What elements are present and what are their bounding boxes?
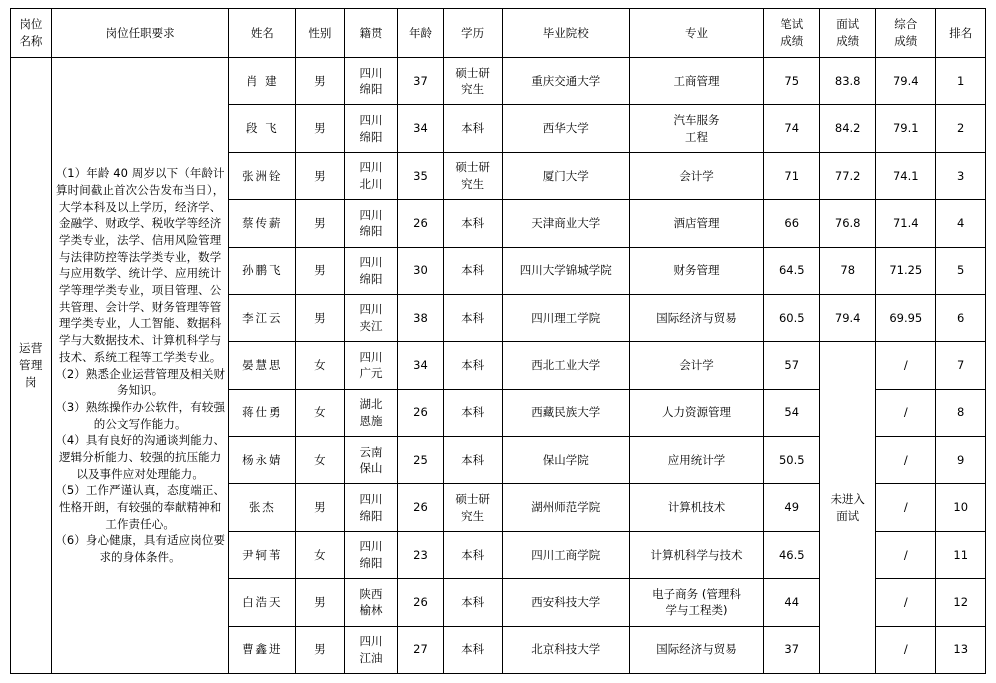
post-name-line: 运营 <box>18 341 43 356</box>
cell-major: 计算机技术 <box>629 484 764 531</box>
cell-origin-line: 四川 <box>359 349 383 364</box>
cell-no-interview-note <box>820 342 876 674</box>
cell-origin-line: 陕西 <box>359 586 383 601</box>
cell-origin <box>344 294 398 341</box>
no-interview-note-line: 未进入 <box>830 491 865 506</box>
post-name-line: 管理 <box>18 358 43 373</box>
requirement-paragraph: （1）年龄 40 周岁以下（年龄计算时间截止首次公告发布当日），大学本科及以上学历，经济学、金融学、财政学、税收学等经济学类专业，法学、信用风险管理与法律防控等法学类专业，数学与应用数学、统计学、应用统计学等理学类专业，项目管理、公共管理、会计学、财务管理等管理学类专业，人工智能、数据科学与大数据技术、计算机科学与技术、系统工程等工学类专业。 <box>55 166 225 364</box>
cell-composite-score: 71.25 <box>876 247 936 294</box>
cell-sex: 男 <box>296 626 344 674</box>
cell-age: 25 <box>398 437 443 484</box>
cell-education <box>443 579 502 626</box>
cell-interview-score: 83.8 <box>820 58 876 105</box>
cell-age: 35 <box>398 152 443 199</box>
cell-written-score: 49 <box>764 484 820 531</box>
cell-origin <box>344 247 398 294</box>
cell-school: 北京科技大学 <box>502 626 629 674</box>
cell-sex: 女 <box>296 531 344 578</box>
cell-candidate-name: 蒋仕勇 <box>229 389 296 436</box>
cell-origin-line: 绵阳 <box>359 555 383 570</box>
cell-origin-line: 广元 <box>359 366 383 381</box>
cell-age: 34 <box>398 342 443 389</box>
cell-education-line: 硕士研 <box>455 160 490 175</box>
cell-school: 四川大学锦城学院 <box>502 247 629 294</box>
cell-origin <box>344 389 398 436</box>
cell-origin-line: 四川 <box>359 112 383 127</box>
cell-school: 西华大学 <box>502 105 629 152</box>
cell-education-line: 本科 <box>461 594 485 609</box>
cell-composite-score: / <box>876 342 936 389</box>
cell-school: 四川工商学院 <box>502 531 629 578</box>
cell-origin-line: 江油 <box>359 650 383 665</box>
cell-education-line: 本科 <box>461 358 485 373</box>
column-header-major: 专业 <box>629 9 764 58</box>
cell-composite-score: 69.95 <box>876 294 936 341</box>
cell-major <box>629 105 764 152</box>
cell-education-line: 本科 <box>461 405 485 420</box>
cell-origin-line: 四川 <box>359 302 383 317</box>
cell-age: 26 <box>398 389 443 436</box>
cell-age: 30 <box>398 247 443 294</box>
cell-education-line: 硕士研 <box>455 491 490 506</box>
cell-origin <box>344 152 398 199</box>
cell-candidate-name: 孙鹏飞 <box>229 247 296 294</box>
cell-rank: 12 <box>936 579 986 626</box>
cell-major: 会计学 <box>629 152 764 199</box>
cell-interview-score: 76.8 <box>820 200 876 247</box>
requirement-paragraph: （6）身心健康，具有适应岗位要求的身体条件。 <box>55 533 226 564</box>
cell-major: 会计学 <box>629 342 764 389</box>
cell-candidate-name: 蔡传薪 <box>229 200 296 247</box>
cell-rank: 1 <box>936 58 986 105</box>
column-header-post-name: 岗位 名称 <box>11 9 52 58</box>
cell-origin <box>344 200 398 247</box>
cell-written-score: 74 <box>764 105 820 152</box>
cell-candidate-name: 尹轲苇 <box>229 531 296 578</box>
column-header-sex: 性别 <box>296 9 344 58</box>
cell-origin <box>344 105 398 152</box>
cell-major: 人力资源管理 <box>629 389 764 436</box>
cell-education <box>443 294 502 341</box>
cell-written-score: 64.5 <box>764 247 820 294</box>
cell-interview-score: 78 <box>820 247 876 294</box>
cell-sex: 女 <box>296 342 344 389</box>
cell-age: 23 <box>398 531 443 578</box>
cell-candidate-name: 曹鑫进 <box>229 626 296 674</box>
cell-education <box>443 200 502 247</box>
requirement-paragraph: （2）熟悉企业运营管理及相关财务知识。 <box>55 366 226 398</box>
cell-education-line: 究生 <box>461 508 485 523</box>
cell-rank: 7 <box>936 342 986 389</box>
cell-age: 27 <box>398 626 443 674</box>
cell-rank: 8 <box>936 389 986 436</box>
column-header-interview-score: 面试 成绩 <box>820 9 876 58</box>
cell-education <box>443 531 502 578</box>
cell-composite-score: / <box>876 389 936 436</box>
cell-school: 厦门大学 <box>502 152 629 199</box>
cell-written-score: 50.5 <box>764 437 820 484</box>
cell-rank: 11 <box>936 531 986 578</box>
cell-written-score: 44 <box>764 579 820 626</box>
cell-origin <box>344 437 398 484</box>
cell-education-line: 本科 <box>461 310 485 325</box>
cell-major: 工商管理 <box>629 58 764 105</box>
table-header <box>11 9 986 58</box>
cell-major: 国际经济与贸易 <box>629 626 764 674</box>
requirement-paragraph: （4）具有良好的沟通谈判能力、逻辑分析能力、较强的抗压能力以及事件应对处理能力。 <box>55 433 226 481</box>
cell-origin-line: 湖北 <box>359 397 383 412</box>
cell-sex: 男 <box>296 58 344 105</box>
cell-education-line: 本科 <box>461 121 485 136</box>
cell-composite-score: / <box>876 437 936 484</box>
cell-age: 38 <box>398 294 443 341</box>
cell-candidate-name: 杨永婧 <box>229 437 296 484</box>
cell-major: 计算机科学与技术 <box>629 531 764 578</box>
column-header-composite-score: 综合 成绩 <box>876 9 936 58</box>
column-header-written-score: 笔试 成绩 <box>764 9 820 58</box>
cell-composite-score: / <box>876 531 936 578</box>
cell-written-score: 75 <box>764 58 820 105</box>
cell-education-line: 本科 <box>461 263 485 278</box>
cell-education-line: 本科 <box>461 642 485 657</box>
cell-origin-line: 四川 <box>359 160 383 175</box>
cell-major-line: 工程 <box>685 129 708 144</box>
cell-candidate-name: 张杰 <box>229 484 296 531</box>
cell-school: 西藏民族大学 <box>502 389 629 436</box>
cell-age: 26 <box>398 200 443 247</box>
cell-candidate-name: 李江云 <box>229 294 296 341</box>
cell-education <box>443 484 502 531</box>
cell-composite-score: 79.1 <box>876 105 936 152</box>
cell-school: 保山学院 <box>502 437 629 484</box>
cell-candidate-name: 白浩天 <box>229 579 296 626</box>
cell-education-line: 究生 <box>461 176 485 191</box>
cell-origin-line: 绵阳 <box>359 271 383 286</box>
cell-rank: 9 <box>936 437 986 484</box>
cell-composite-score: / <box>876 484 936 531</box>
cell-interview-score: 84.2 <box>820 105 876 152</box>
cell-major <box>629 579 764 626</box>
cell-rank: 3 <box>936 152 986 199</box>
cell-school: 湖州师范学院 <box>502 484 629 531</box>
cell-major-line: 学与工程类) <box>665 603 728 618</box>
table-row <box>11 58 986 105</box>
cell-education <box>443 342 502 389</box>
cell-age: 26 <box>398 579 443 626</box>
column-header-requirements: 岗位任职要求 <box>51 9 229 58</box>
column-header-education: 学历 <box>443 9 502 58</box>
cell-origin-line: 四川 <box>359 65 383 80</box>
cell-major-line: 汽车服务 <box>673 112 720 127</box>
column-header-rank: 排名 <box>936 9 986 58</box>
cell-education-line: 硕士研 <box>455 65 490 80</box>
candidates-table <box>10 8 986 674</box>
cell-age: 37 <box>398 58 443 105</box>
cell-origin-line: 四川 <box>359 255 383 270</box>
cell-education-line: 本科 <box>461 452 485 467</box>
cell-origin <box>344 531 398 578</box>
cell-rank: 2 <box>936 105 986 152</box>
column-header-age: 年龄 <box>398 9 443 58</box>
post-name-line: 岗 <box>24 374 37 389</box>
cell-sex: 男 <box>296 152 344 199</box>
cell-age: 26 <box>398 484 443 531</box>
cell-major: 国际经济与贸易 <box>629 294 764 341</box>
cell-written-score: 37 <box>764 626 820 674</box>
cell-education-line: 本科 <box>461 215 485 230</box>
cell-education <box>443 626 502 674</box>
cell-origin-line: 恩施 <box>359 413 383 428</box>
cell-candidate-name: 肖 建 <box>229 58 296 105</box>
cell-written-score: 71 <box>764 152 820 199</box>
cell-composite-score: 79.4 <box>876 58 936 105</box>
cell-major: 应用统计学 <box>629 437 764 484</box>
column-header-school: 毕业院校 <box>502 9 629 58</box>
cell-sex: 女 <box>296 389 344 436</box>
cell-education-line: 本科 <box>461 547 485 562</box>
cell-origin <box>344 58 398 105</box>
cell-origin <box>344 342 398 389</box>
cell-school: 西北工业大学 <box>502 342 629 389</box>
cell-written-score: 46.5 <box>764 531 820 578</box>
cell-origin <box>344 484 398 531</box>
cell-composite-score: / <box>876 579 936 626</box>
cell-sex: 男 <box>296 294 344 341</box>
cell-post-name <box>11 58 52 674</box>
cell-origin-line: 绵阳 <box>359 508 383 523</box>
cell-origin-line: 四川 <box>359 491 383 506</box>
cell-candidate-name: 段 飞 <box>229 105 296 152</box>
cell-rank: 13 <box>936 626 986 674</box>
no-interview-note-line: 面试 <box>836 508 860 523</box>
cell-sex: 男 <box>296 247 344 294</box>
cell-sex: 男 <box>296 579 344 626</box>
cell-school: 重庆交通大学 <box>502 58 629 105</box>
table-body <box>11 58 986 674</box>
cell-education <box>443 105 502 152</box>
cell-education <box>443 437 502 484</box>
cell-education <box>443 389 502 436</box>
cell-written-score: 66 <box>764 200 820 247</box>
cell-school: 西安科技大学 <box>502 579 629 626</box>
cell-rank: 4 <box>936 200 986 247</box>
cell-requirements <box>51 58 229 674</box>
column-header-name: 姓名 <box>229 9 296 58</box>
cell-education <box>443 247 502 294</box>
cell-candidate-name: 张洲铨 <box>229 152 296 199</box>
cell-origin-line: 云南 <box>359 444 383 459</box>
cell-education-line: 究生 <box>461 82 485 97</box>
cell-composite-score: 74.1 <box>876 152 936 199</box>
cell-education <box>443 58 502 105</box>
cell-interview-score: 79.4 <box>820 294 876 341</box>
cell-origin <box>344 579 398 626</box>
cell-rank: 6 <box>936 294 986 341</box>
requirement-paragraph: （3）熟练操作办公软件，有较强的公文写作能力。 <box>55 399 226 431</box>
cell-school: 四川理工学院 <box>502 294 629 341</box>
cell-written-score: 54 <box>764 389 820 436</box>
cell-school: 天津商业大学 <box>502 200 629 247</box>
cell-origin-line: 北川 <box>359 176 383 191</box>
cell-rank: 5 <box>936 247 986 294</box>
cell-written-score: 60.5 <box>764 294 820 341</box>
cell-major-line: 电子商务 (管理科 <box>652 586 741 601</box>
cell-composite-score: / <box>876 626 936 674</box>
cell-education <box>443 152 502 199</box>
cell-origin-line: 绵阳 <box>359 224 383 239</box>
cell-origin-line: 绵阳 <box>359 129 383 144</box>
cell-interview-score: 77.2 <box>820 152 876 199</box>
table-header-row <box>11 9 986 58</box>
cell-sex: 男 <box>296 200 344 247</box>
cell-major: 酒店管理 <box>629 200 764 247</box>
cell-composite-score: 71.4 <box>876 200 936 247</box>
cell-origin <box>344 626 398 674</box>
column-header-origin: 籍贯 <box>344 9 398 58</box>
cell-major: 财务管理 <box>629 247 764 294</box>
cell-origin-line: 保山 <box>359 461 383 476</box>
cell-origin-line: 夹江 <box>359 319 383 334</box>
cell-sex: 男 <box>296 105 344 152</box>
cell-origin-line: 四川 <box>359 207 383 222</box>
cell-sex: 女 <box>296 437 344 484</box>
cell-rank: 10 <box>936 484 986 531</box>
cell-origin-line: 绵阳 <box>359 82 383 97</box>
cell-origin-line: 榆林 <box>359 603 383 618</box>
cell-origin-line: 四川 <box>359 539 383 554</box>
cell-candidate-name: 晏慧思 <box>229 342 296 389</box>
cell-written-score: 57 <box>764 342 820 389</box>
cell-sex: 男 <box>296 484 344 531</box>
cell-age: 34 <box>398 105 443 152</box>
requirement-paragraph: （5）工作严谨认真，态度端正、性格开朗，有较强的奉献精神和工作责任心。 <box>55 483 226 531</box>
cell-origin-line: 四川 <box>359 634 383 649</box>
